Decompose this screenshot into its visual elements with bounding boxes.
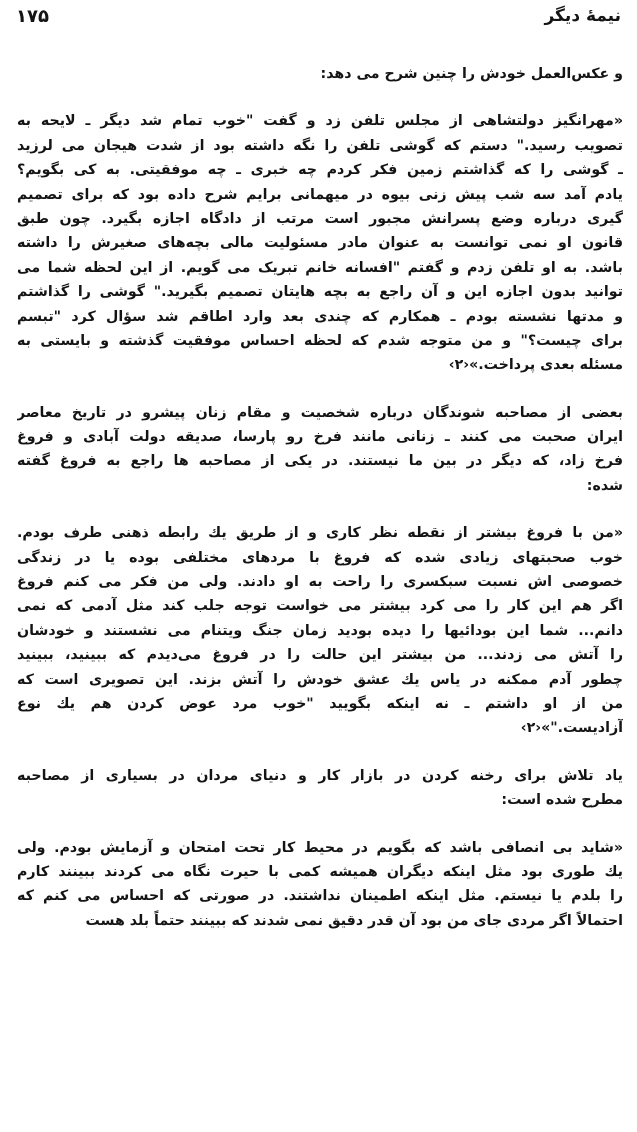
paragraph <box>17 764 623 813</box>
text-line: برای چیست؟" و من متوجه شدم که لحظه احساس موفقیت گذشته و بایستی به <box>17 332 623 349</box>
text-line: من از او داشتم ـ نه اینکه بگویید "خوب مرد عوض کردن هم یك نوع <box>17 695 623 712</box>
text-line: تصویب رسید." دستم که گوشی تلفن را نگه داشته بود از شدت هیجان می لرزید <box>17 137 623 154</box>
text-line: احتمالاً اگر مردی جای من بود آن قدر دقیق نمی شدند که ببینند حتماً بلد هست <box>85 912 623 929</box>
text-line: را بلدم یا نیستم. مثل اینکه اطمینان نداشتند. در صورتی که احساس می کنم که <box>17 888 623 905</box>
text-line: خصوصی اش نسبت سبکسری را راحت به او دادند. ولی من فکر می کنم فروغ <box>17 574 623 591</box>
text-line: قانون او نمی توانست به عنوان مادر مسئولیت مالی بچه‌های صغیرش را داشته <box>17 235 623 252</box>
text-line: گیری درباره وضع پسرانش مجبور است مرتب از دادگاه اجازه بگیرد. چون طبق <box>17 210 623 227</box>
text-line: «مهرانگیز دولتشاهی از مجلس تلفن زد و گفت "خوب تمام شد دیگر ـ لایحه به <box>17 113 623 130</box>
text-line: «من با فروغ بیشتر از نقطه نظر کاری و از طریق یك رابطه ذهنی طرف بودم. <box>17 525 623 542</box>
text-line: توانید بدون اجازه این و آن راجع به بچه هایتان تصمیم بگیرید." گوشی را گذاشتم <box>17 284 623 301</box>
body-text <box>17 62 623 933</box>
text-line: اگر هم این کار را می کرد بیشتر می خواست توجه جلب کند مثل آدمی که نمی <box>17 598 623 615</box>
paragraph-gap <box>17 378 623 401</box>
text-line: «شاید بی انصافی باشد که بگویم در محیط کار تحت امتحان و آزمایش بودم. ولی <box>17 839 623 856</box>
text-line: آزادیست."»‹۲› <box>520 720 623 737</box>
text-line: را آتش می زدند... من بیشتر این حالت را در فروغ می‌دیدم که ببینید، ببینید <box>17 647 623 664</box>
paragraph-gap <box>17 498 623 521</box>
text-line: باشد. به او تلفن زدم و گفتم "افسانه خانم تبریک می گویم. از این لحظه شما می <box>17 259 623 276</box>
text-line: مسئله بعدی پرداخت.»‹۲› <box>448 357 623 374</box>
text-line: فرخ زاد، که دیگر در بین ما نیستند. در یکی از مصاحبه ها راجع به فروغ گفته <box>17 453 623 470</box>
text-line: دانم... شما این بودائیها را دیده بودید زمان جنگ ویتنام می نشستند و خودشان <box>17 622 623 639</box>
text-line: خوب صحبتهای زیادی شده که فروغ با مردهای مختلفی بوده یا در زندگی <box>17 549 623 566</box>
paragraph-gap <box>17 741 623 764</box>
text-line: چطور آدم ممکنه در یاس یك عشق خودش را آتش بزند. این تصویری است که <box>17 671 623 688</box>
paragraph <box>17 401 623 499</box>
paragraph <box>17 836 623 934</box>
paragraph <box>17 109 623 377</box>
paragraph <box>17 521 623 741</box>
paragraph-gap <box>17 813 623 836</box>
text-line: یاد تلاش برای رخنه کردن در بازار کار و دنیای مردان در بسیاری از مصاحبه <box>17 767 623 784</box>
text-line: ـ گوشی را که گذاشتم زمین فکر کردم چه خبری ـ چه موفقیتی. به کی بگویم؟ <box>17 162 623 179</box>
text-line: بعضی از مصاحبه شوندگان درباره شخصیت و مقام زنان پیشرو در تاریخ معاصر <box>17 404 623 421</box>
page-number: ۱۷۵ <box>16 6 49 27</box>
text-line: و عکس‌العمل خودش را چنین شرح می دهد: <box>320 66 623 82</box>
paragraph <box>17 62 623 86</box>
text-line: شده: <box>586 477 623 494</box>
paragraph-gap <box>17 86 623 109</box>
text-line: و مدتها نشسته بودم ـ همکارم که چندی بعد وارد اطاقم شد سؤال کرد "تبسم <box>17 308 623 325</box>
text-line: یك طوری بود مثل اینکه دیگران همیشه کمی با حیرت نگاه می کردند ببینند کارم <box>17 863 623 880</box>
text-line: مطرح شده است: <box>501 792 623 809</box>
running-title: نیمهٔ دیگر <box>544 6 621 26</box>
text-line: یادم آمد سه شب پیش زنی بیوه در میهمانی برایم شرح داده بود که برای تصمیم <box>17 186 623 203</box>
text-line: ایران صحبت می کنند ـ زنانی مانند فرخ رو پارسا، صدیقه دولت آبادی و فروغ <box>17 429 623 446</box>
page-header <box>16 6 621 38</box>
